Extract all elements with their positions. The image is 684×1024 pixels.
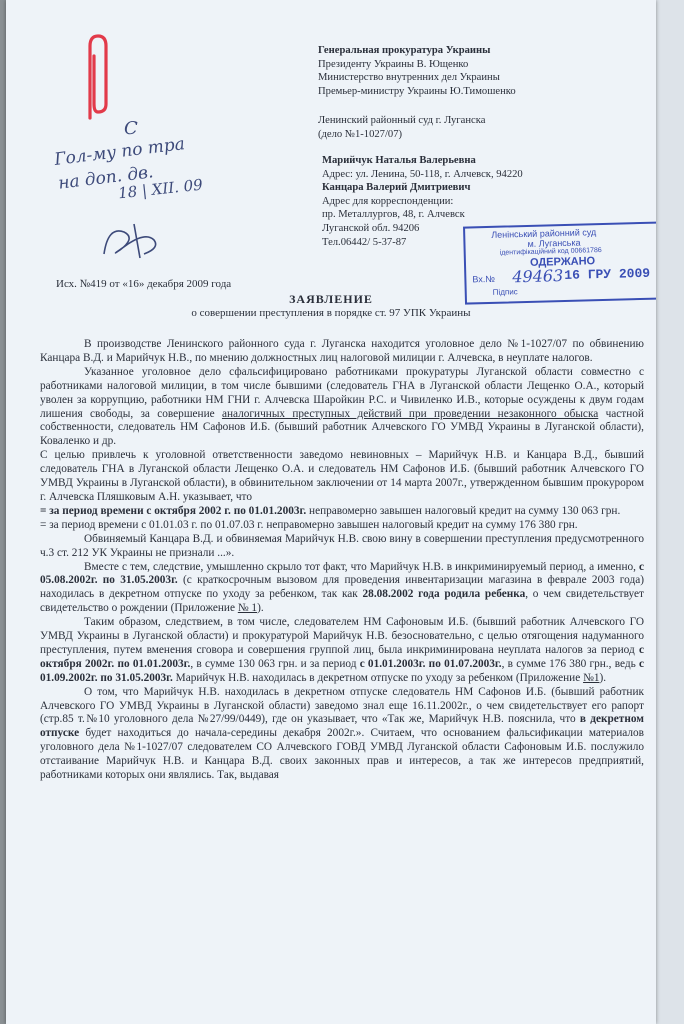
- paragraph: [40, 505, 644, 519]
- paragraph: В производстве Ленинского районного суда г. Луганска находится уголовное дело №1-1027/07 по обвинению Канцара В.Д. и Марийчук Н.В., по мнению должностных лиц налоговой милиции г. Алчевска, в неуплате налогов.: [40, 338, 644, 364]
- paperclip-icon: [78, 30, 118, 126]
- stamp-vx-label: Вх.№: [472, 273, 496, 285]
- bold-text: в декретном отпуске: [40, 713, 644, 740]
- sender1-address: Адрес: ул. Ленина, 50-118, г. Алчевск, 94220: [322, 168, 523, 180]
- text: Таким образом, следствием, в том числе, следователем НМ Сафоновым И.Б. (бывший работник Алчевского ГО УМВД Украины в Луганской области) и прокуратурой Марийчук Н.В. безосновательно, с целью отягощения надуманного преступления, путем вменения сговора и совершения группой лиц, была инкриминирована неуплата налогов за период: [40, 616, 644, 656]
- case-number: (дело №1-1027/07): [318, 128, 403, 140]
- text: ).: [257, 602, 264, 615]
- bold-text: 28.08.2002 года родила ребенка: [362, 588, 526, 601]
- handwritten-note-line: Гол-му по тра: [53, 134, 186, 170]
- stamp-line: Ленінський районний суд: [491, 227, 597, 240]
- text: (с краткосрочным вызовом для проведения инвентаризации магазина в феврале 2003 года) находилась в декретном отпуске по уходу за ребенком, так как: [40, 574, 644, 601]
- handwritten-note-line: на доп. дв.: [57, 162, 155, 194]
- signature-icon: [94, 214, 184, 264]
- outgoing-reference: Исх. №419 от «16» декабря 2009 года: [56, 278, 232, 290]
- text: будет находиться до начала-середины декабря 2002г.». Считаем, что основанием фальсификации материалов уголовного дела №1-1027/07 следователем СО Алчевского ГОВД УМВД Луганской области Сафоновым И.Б. послужило отстаивание Марийчук Н.В. и Канцара В.Д. своих законных прав и интересов, а так же интересов предприятий, работниками которых они являлись. Так, выдавая: [40, 727, 644, 782]
- bold-text: с 05.08.2002г. по 31.05.2003г.: [40, 560, 644, 587]
- paragraph: [40, 561, 644, 617]
- stamp-received: ОДЕРЖАНО: [529, 255, 596, 269]
- stamp-date: 16 ГРУ 2009: [564, 265, 651, 283]
- stamp-line: м. Луганська: [527, 237, 581, 249]
- text: О том, что Марийчук Н.В. находилась в декретном отпуске следователь НМ Сафонов И.Б. (бывший работник Алчевского ГО УМВД Украины в Луганской области) заведомо знал еще 16.11.2002г., о чем свидетельствует его рапорт (стр.85 т.№10 уголовного дела №27/99/0449), где он указывает, что «Так же, Марийчук Н.В. пояснила, что: [40, 685, 644, 726]
- paragraph: С целью привлечь к уголовной ответственности заведомо невиновных – Марийчук Н.В. и Канцара В.Д., бывший следователь ГНА в Луганской области Лещенко О.А. и следователь НМ Сафонов И.Б. (бывший работник Алчевского ГО УМВД Украины в Луганской области), в обвинительном заключении от 14 марта 2007г., утвержденном бывшим прокурором г. Алчевска Пляшковым А.Н. указывает, что: [40, 449, 644, 503]
- recipients-block: [318, 44, 516, 98]
- document-subtitle: о совершении преступления в порядке ст. 97 УПК Украины: [191, 307, 471, 319]
- bold-text: = за период времени с октября 2002 г. по 01.01.2003г.: [40, 504, 307, 517]
- underlined-text: №1: [583, 671, 600, 684]
- text: частной собственности, следователь НМ Сафонов И.Б. (бывший работник Алчевского ГО УМВД Украины в Луганской области), Коваленко и др.: [40, 407, 644, 448]
- stamp-line: ідентифікаційний код 00661786: [499, 247, 602, 257]
- recipient-line: Министерство внутренних дел Украины: [318, 72, 500, 84]
- handwritten-note-line: С: [124, 118, 138, 139]
- sender2-line: пр. Металлургов, 48, г. Алчевск: [322, 209, 465, 221]
- paragraph: = за период времени с 01.01.03 г. по 01.07.03 г. неправомерно завышен налоговый кредит на сумму 176 380 грн.: [40, 518, 578, 531]
- text: ).: [599, 671, 607, 684]
- document-title: ЗАЯВЛЕНИЕ: [289, 292, 373, 306]
- sender2-name: Канцара Валерий Дмитриевич: [322, 182, 471, 194]
- document-body: [40, 338, 644, 783]
- recipient-line: Премьер-министру Украины Ю.Тимошенко: [318, 85, 516, 97]
- text: Указанное уголовное дело сфальсифицировано работниками прокуратуры Луганской области совместно с работниками налоговой милиции, в том числе бывшими (следователь ГНА в Луганской области Лещенко О.А., который уволен за коррупцию, работники НМ ГНИ г. Алчевска Шаройкин Р.С. и Чивиленко И.В., которые осуждены к двум годам лишения свободы, за совершение: [40, 365, 644, 420]
- court-block: [318, 114, 485, 141]
- underlined-text: аналогичных преступных действий при проведении незаконного обыска: [221, 407, 599, 420]
- stamp-sign-label: Підпис: [492, 287, 518, 297]
- sender1-name: Марийчук Наталья Валерьевна: [322, 155, 476, 166]
- recipient-line: Президенту Украины В. Ющенко: [318, 58, 469, 70]
- handwritten-date: 18 | XII. 09: [117, 175, 204, 203]
- sender2-line: Адрес для корреспонденции:: [322, 195, 454, 207]
- text: , о чем свидетельствует свидетельство о рождении (Приложение: [40, 588, 644, 615]
- text: , в сумме 176 380 грн., ведь: [501, 657, 639, 670]
- bold-text: с 01.01.2003г. по 01.07.2003г.: [359, 657, 502, 670]
- text: Марийчук Н.В. находилась в декретном отпуске по уходу за ребенком (Приложение: [172, 671, 584, 684]
- paragraph: [40, 366, 644, 449]
- underlined-text: № 1: [237, 602, 258, 615]
- paragraph: Обвиняемый Канцара В.Д. и обвиняемая Марийчук Н.В. свою вину в совершении преступления предусмотренного ч.3 ст. 212 УК Украины не признали ...».: [40, 532, 644, 559]
- text: , в сумме 130 063 грн. и за период: [190, 657, 360, 670]
- text: Вместе с тем, следствие, умышленно скрыло тот факт, что Марийчук Н.В. в инкриминируемый период, а именно,: [84, 560, 639, 573]
- stamp-vx-number: 49463: [512, 266, 564, 287]
- recipient-line: Генеральная прокуратура Украины: [318, 45, 491, 56]
- bold-text: с октября 2002г. по 01.01.2003г.: [40, 643, 644, 670]
- bold-text: с 01.09.2002г. по 31.05.2003г.: [40, 657, 644, 684]
- sender2-line: Луганской обл. 94206: [322, 222, 420, 234]
- text: неправомерно завышен налоговый кредит на сумму 130 063 грн.: [306, 504, 621, 517]
- court-name: Ленинский районный суд г. Луганска: [318, 115, 486, 126]
- paragraph: [40, 686, 644, 783]
- sender2-line: Тел.06442/ 5-37-87: [322, 236, 407, 248]
- paragraph: [40, 616, 644, 686]
- document-page: [6, 0, 656, 1024]
